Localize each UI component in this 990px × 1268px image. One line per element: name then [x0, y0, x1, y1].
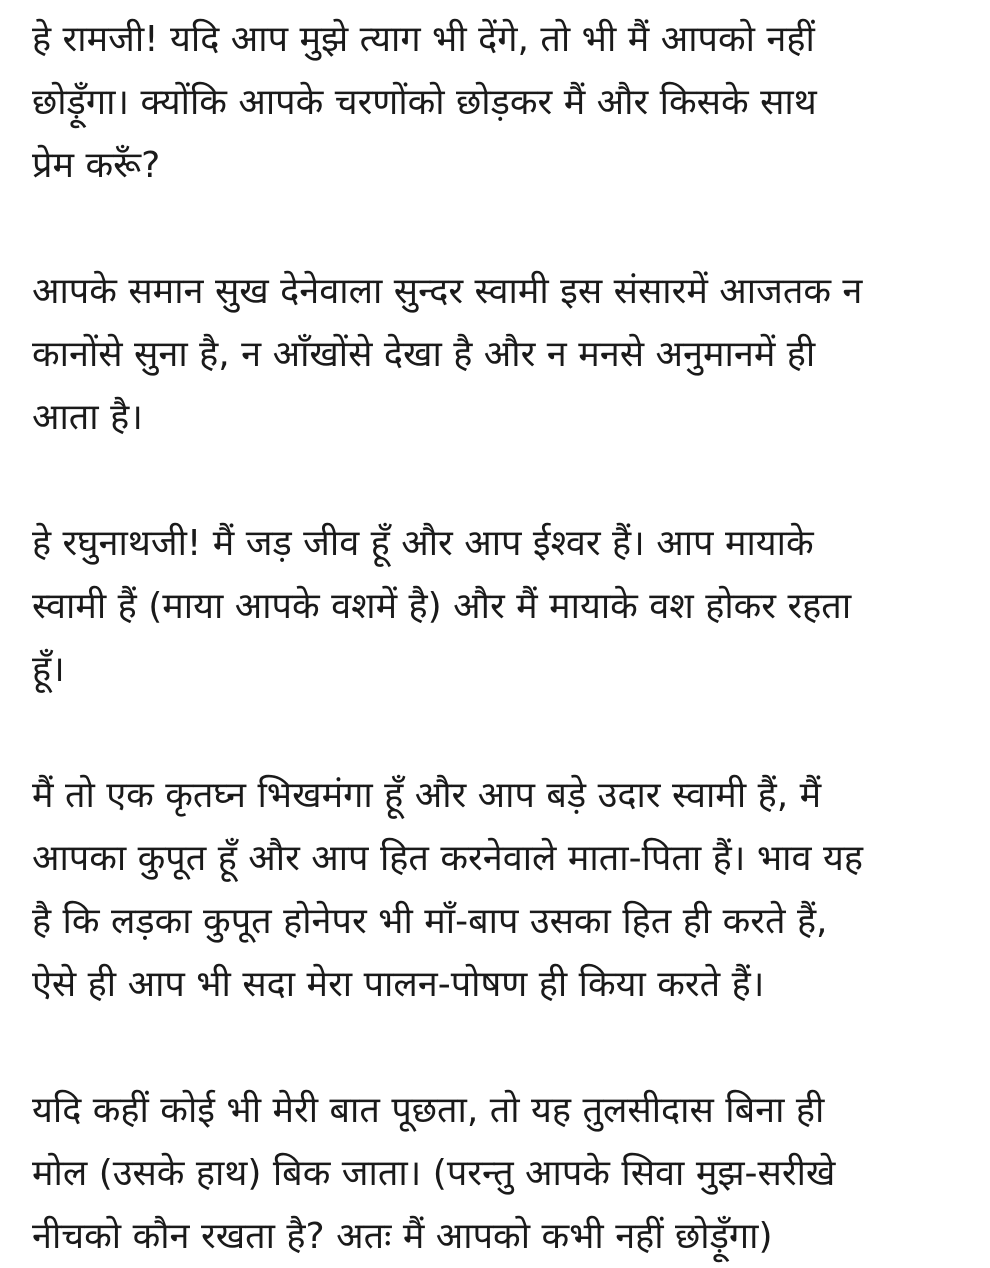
paragraph-line: नीचको कौन रखता है? अतः मैं आपको कभी नहीं छोड़ूँगा) [32, 1216, 773, 1257]
paragraph-5 [32, 1079, 962, 1268]
paragraph-3 [32, 512, 962, 701]
paragraph-line: प्रेम करूँ? [32, 145, 161, 186]
paragraph-line: हे रामजी! यदि आप मुझे त्याग भी देंगे, तो भी मैं आपको नहीं [32, 19, 815, 60]
paragraph-line: हूँ। [32, 649, 65, 690]
paragraph-line: छोड़ूँगा। क्योंकि आपके चरणोंको छोड़कर मैं और किसके साथ [32, 82, 817, 123]
paragraph-line: हे रघुनाथजी! मैं जड़ जीव हूँ और आप ईश्वर हैं। आप मायाके [32, 523, 814, 564]
paragraph-line: यदि कहीं कोई भी मेरी बात पूछता, तो यह तुलसीदास बिना ही [32, 1090, 825, 1131]
paragraph-2 [32, 260, 962, 449]
paragraph-line: आपके समान सुख देनेवाला सुन्दर स्वामी इस संसारमें आजतक न [32, 271, 863, 312]
paragraph-4 [32, 764, 962, 1016]
paragraph-1 [32, 8, 962, 197]
paragraph-line: आपका कुपूत हूँ और आप हित करनेवाले माता-पिता हैं। भाव यह [32, 838, 863, 879]
paragraph-line: स्वामी हैं (माया आपके वशमें है) और मैं मायाके वश होकर रहता [32, 586, 852, 627]
document-body [32, 8, 962, 1268]
paragraph-line: मोल (उसके हाथ) बिक जाता। (परन्तु आपके सिवा मुझ-सरीखे [32, 1153, 836, 1194]
paragraph-line: मैं तो एक कृतघ्न भिखमंगा हूँ और आप बड़े उदार स्वामी हैं, मैं [32, 775, 822, 816]
paragraph-line: है कि लड़का कुपूत होनेपर भी माँ-बाप उसका हित ही करते हैं, [32, 901, 828, 942]
paragraph-line: आता है। [32, 397, 143, 438]
paragraph-line: कानोंसे सुना है, न आँखोंसे देखा है और न मनसे अनुमानमें ही [32, 334, 816, 375]
paragraph-line: ऐसे ही आप भी सदा मेरा पालन-पोषण ही किया करते हैं। [32, 964, 765, 1005]
